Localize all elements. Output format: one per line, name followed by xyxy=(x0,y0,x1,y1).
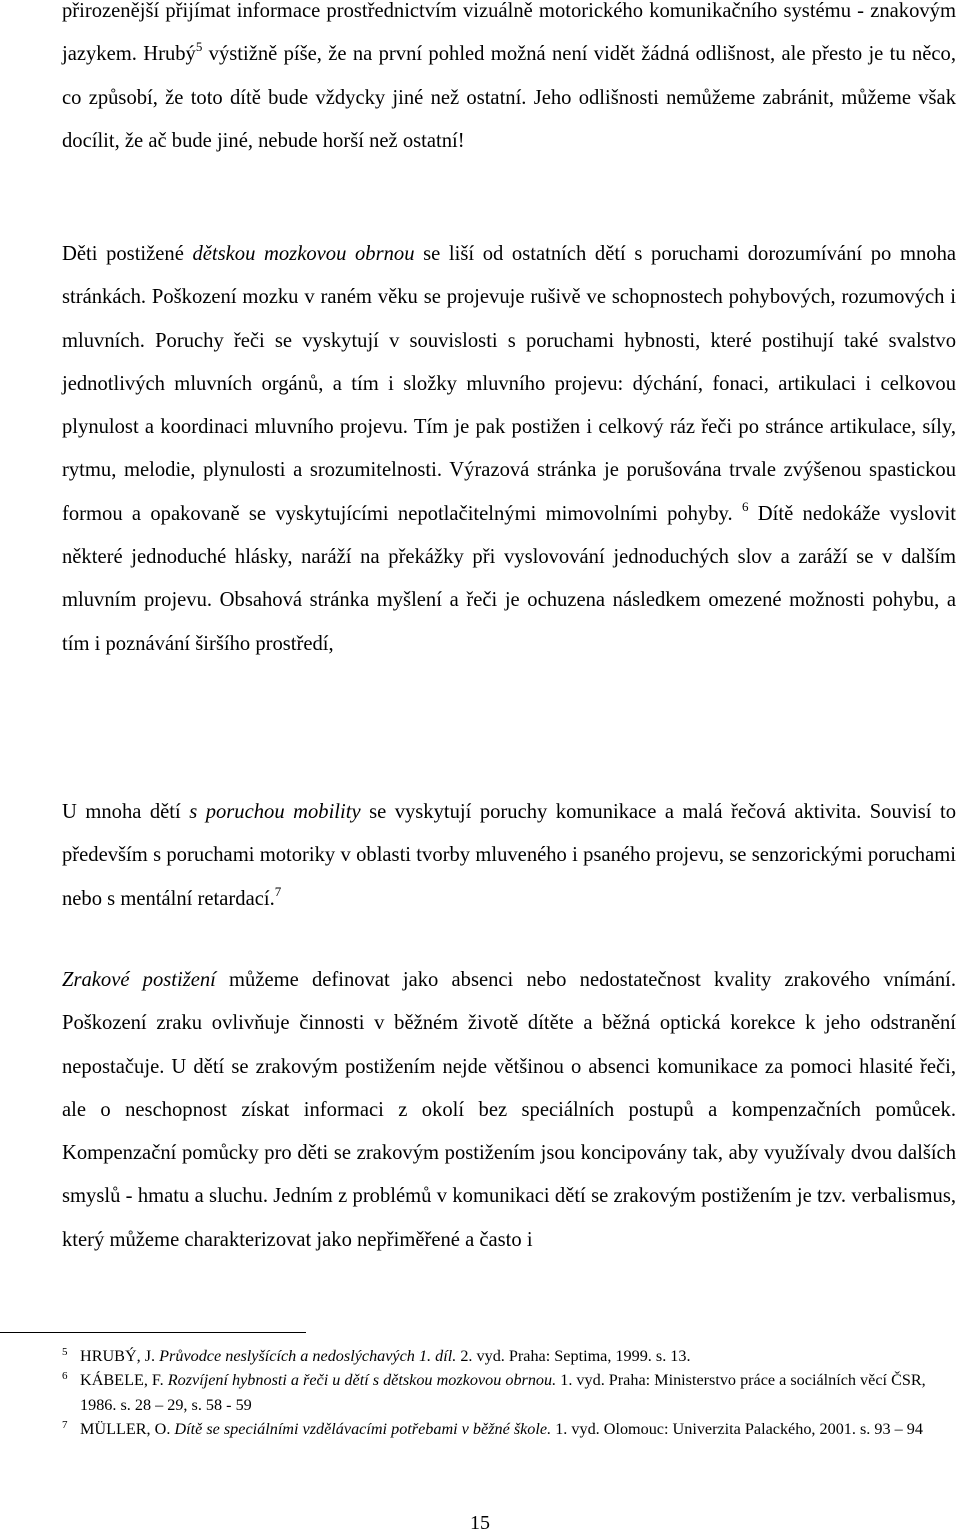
footnote-divider xyxy=(0,1332,306,1333)
footnote-ref-6[interactable]: 6 xyxy=(741,498,749,514)
paragraph-text: přirozenější přijímat informace prostřednictvím vizuálně motorického komunikačního systému - znakovým jazykem. Hrubý xyxy=(62,0,956,66)
paragraph-mobility xyxy=(62,791,956,921)
paragraph-text: U mnoha dětí xyxy=(62,801,190,823)
paragraph-text: Děti postižené xyxy=(62,243,193,265)
footnote-title: Průvodce neslyšících a nedoslýchavých 1. díl. xyxy=(159,1347,457,1365)
footnote-title: Rozvíjení hybnosti a řeči u dětí s dětskou mozkovou obrnou. xyxy=(167,1371,557,1389)
paragraph-text: můžeme definovat jako absenci nebo nedostatečnost kvality zrakového vnímání. Poškození zraku ovlivňuje činnosti v běžném životě dítěte a běžná optická korekce k jeho odstranění nepostačuje. U dětí se zrakovým postižením nejde většinou o absenci komunikace za pomoci hlasité řeči, ale o neschopnost získat informaci z okolí bez speciálních postupů a kompenzačních pomůcek. Kompenzační pomůcky pro děti se zrakovým postižením jsou koncipovány tak, aby využívaly dvou dalších smyslů - hmatu a sluchu. Jedním z problémů v komunikaci dětí se zrakovým postižením je tzv. verbalismus, který můžeme charakterizovat jako nepřiměřené a často i xyxy=(62,969,956,1251)
emphasis-term: s poruchou mobility xyxy=(189,801,361,823)
paragraph-text: se liší od ostatních dětí s poruchami dorozumívání po mnoha stránkách. Poškození mozku v raném věku se projevuje rušivě ve schopnostech pohybových, rozumových i mluvních. Poruchy řeči se vyskytují v souvislosti s poruchami hybnosti, které postihují také svalstvo jednotlivých mluvních orgánů, a tím i složky mluvního projevu: dýchání, fonaci, artikulaci i celkovou plynulost a koordinaci mluvního projevu. Tím je pak postižen i celkový ráz řeči po stránce artikulace, síly, rytmu, melodie, plynulosti a srozumitelnosti. Výrazová stránka je porušována trvale zvýšenou spastickou formou a opakovaně se vyskytujícími nepotlačitelnými mimovolními pohyby. xyxy=(62,243,957,525)
paragraph-visual-impairment xyxy=(62,959,956,1262)
paragraph-deaf-communication xyxy=(62,0,956,163)
paragraph-text: výstižně píše, že na první pohled možná není vidět žádná odlišnost, ale přesto je tu něco, co způsobí, že toto dítě bude vždycky jiné než ostatní. Jeho odlišnosti nemůžeme zabránit, můžeme však docílit, že ač bude jiné, nebude horší než ostatní! xyxy=(62,43,956,152)
paragraph-text: Dítě nedokáže vyslovit některé jednoduché hlásky, naráží na překážky při vyslovování jednoduchých slov a zaráží se v dalším mluvním projevu. Obsahová stránka myšlení a řeči je ochuzena následkem omezené možnosti pohybu, a tím i poznávání širšího prostředí, xyxy=(62,502,956,655)
footnote-ref-5[interactable]: 5 xyxy=(195,39,203,55)
footnote-author: KÁBELE, F. xyxy=(80,1371,168,1389)
footnote-5: $^5$ HRUBÝ, J. Průvodce neslyšících a nedoslýchavých 1. díl. 2. vyd. Praha: Septima, 1999. s. 13. xyxy=(62,1346,691,1365)
footnote-details: 1. vyd. Olomouc: Univerzita Palackého, 2001. s. 93 – 94 xyxy=(551,1420,923,1438)
paragraph-cerebral-palsy xyxy=(62,233,956,666)
page-number: 15 xyxy=(470,1512,490,1534)
footnote-details: 1. vyd. Praha: Ministerstvo práce a sociálních věcí ČSR, 1986. s. 28 – 29, s. 58 - 59 xyxy=(80,1371,926,1414)
emphasis-term: dětskou mozkovou obrnou xyxy=(192,243,415,265)
footnote-7: $^7$ MÜLLER, O. Dítě se speciálními vzdělávacími potřebami v běžné škole. 1. vyd. Olomouc: Univerzita Palackého, 2001. s. 93 – 94 xyxy=(62,1419,923,1438)
emphasis-term: Zrakové postižení xyxy=(62,969,216,991)
footnote-title: Dítě se speciálními vzdělávacími potřebami v běžné škole. xyxy=(174,1420,552,1438)
footnote-details: 2. vyd. Praha: Septima, 1999. s. 13. xyxy=(456,1347,691,1365)
footnote-author: HRUBÝ, J. xyxy=(80,1347,160,1365)
footnote-ref-7[interactable]: 7 xyxy=(274,883,282,899)
footnote-6: $^6$ KÁBELE, F. Rozvíjení hybnosti a řeči u dětí s dětskou mozkovou obrnou. 1. vyd. Praha: Ministerstvo práce a sociálních věcí ČSR, 1986. s. 28 – 29, s. 58 - 59 xyxy=(62,1370,926,1414)
paragraph-text: se vyskytují poruchy komunikace a malá řečová aktivita. Souvisí to především s poruchami motoriky v oblasti tvorby mluveného i psaného projevu, se senzorickými poruchami nebo s mentální retardací. xyxy=(62,801,957,910)
footnote-author: MÜLLER, O. xyxy=(80,1420,175,1438)
